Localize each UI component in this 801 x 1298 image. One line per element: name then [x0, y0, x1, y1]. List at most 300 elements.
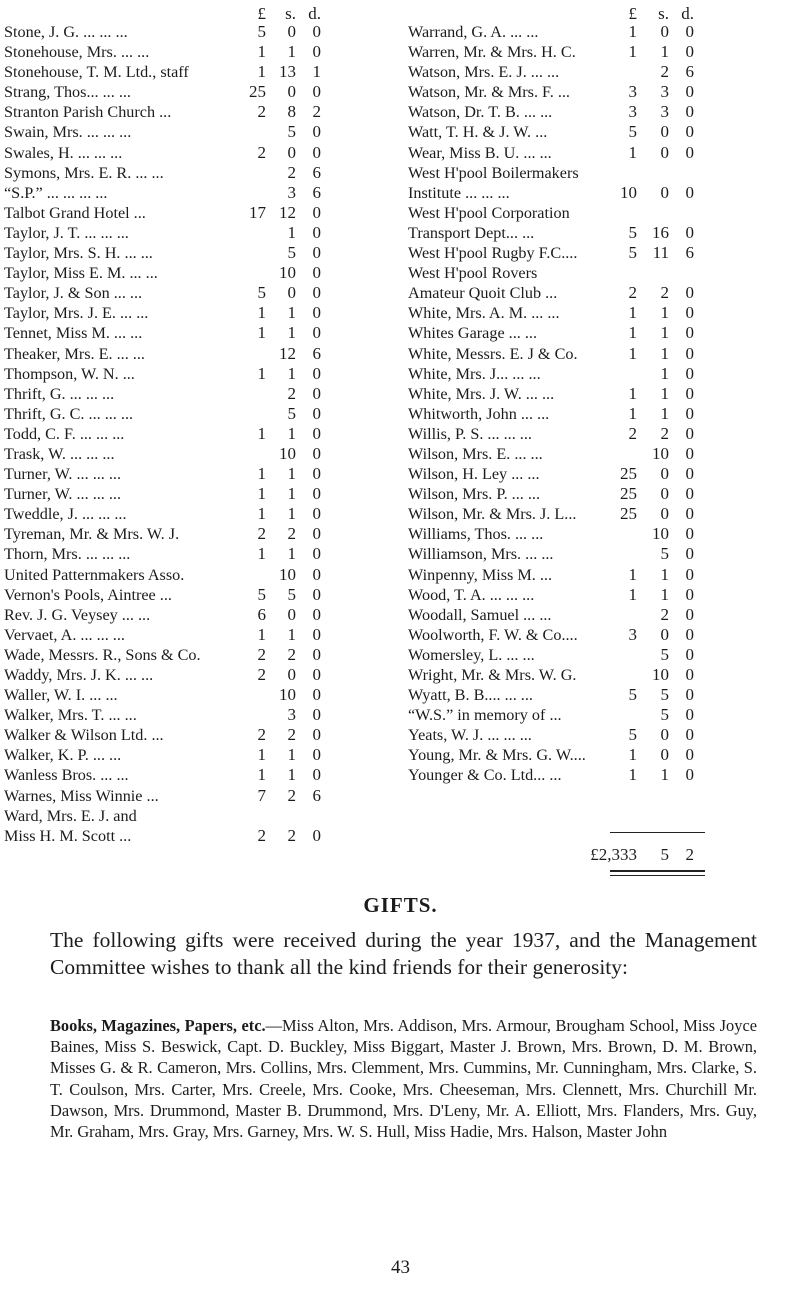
amount-pence: 0	[685, 464, 694, 484]
amount-pounds: 1	[628, 765, 637, 785]
amount-shillings: 1	[287, 423, 296, 443]
donor-name: Taylor, Mrs. S. H. ... ...	[4, 244, 153, 263]
left-list-row	[4, 243, 403, 263]
donor-name: Warren, Mr. & Mrs. H. C.	[408, 43, 576, 62]
amount-pence: 2	[312, 102, 321, 122]
amount-pence: 0	[312, 263, 321, 283]
donor-name: Transport Dept... ...	[408, 223, 535, 242]
amount-pounds: 1	[628, 584, 637, 604]
right-list-row	[408, 283, 794, 303]
amount-pence: 0	[685, 624, 694, 644]
left-list-row	[4, 183, 403, 203]
amount-shillings: 2	[287, 725, 296, 745]
donor-name: Vernon's Pools, Aintree ...	[4, 585, 172, 604]
amount-shillings: 0	[660, 725, 669, 745]
donor-name: Wilson, Mr. & Mrs. J. L...	[408, 505, 577, 524]
amount-pence: 0	[685, 142, 694, 162]
left-list-row	[4, 484, 403, 504]
amount-pence: 0	[312, 685, 321, 705]
right-list-row	[408, 765, 794, 785]
amount-pence: 0	[312, 443, 321, 463]
left-list-row	[4, 143, 403, 163]
amount-pence: 0	[685, 504, 694, 524]
amount-pence: 0	[685, 82, 694, 102]
total-pence: 2	[685, 845, 694, 864]
right-list-row	[408, 665, 794, 685]
left-list-row	[4, 22, 403, 42]
amount-shillings: 12	[279, 202, 296, 222]
amount-pence: 0	[685, 303, 694, 323]
amount-pence: 0	[312, 323, 321, 343]
amount-shillings: 5	[660, 705, 669, 725]
right-list-row	[408, 384, 794, 404]
amount-shillings: 13	[279, 62, 296, 82]
left-list-row	[4, 565, 403, 585]
right-list-row	[408, 484, 794, 504]
amount-shillings: 1	[287, 363, 296, 383]
donor-name: Swain, Mrs. ... ... ...	[4, 123, 132, 142]
donor-name: Thorn, Mrs. ... ... ...	[4, 545, 131, 564]
amount-shillings: 2	[660, 604, 669, 624]
donor-name: Taylor, J. & Son ... ...	[4, 284, 143, 303]
amount-pence: 0	[685, 584, 694, 604]
amount-pounds: 1	[257, 62, 266, 82]
right-list-row	[408, 424, 794, 444]
left-list-row	[4, 122, 403, 142]
right-list-row	[408, 705, 794, 725]
right-list-row	[408, 524, 794, 544]
amount-pence: 0	[685, 102, 694, 122]
amount-shillings: 5	[287, 243, 296, 263]
amount-pence: 0	[312, 705, 321, 725]
amount-shillings: 10	[279, 443, 296, 463]
amount-pounds: 6	[257, 604, 266, 624]
amount-shillings: 0	[287, 142, 296, 162]
grand-total	[408, 845, 794, 869]
donor-name: Young, Mr. & Mrs. G. W....	[408, 746, 586, 765]
amount-pounds: 3	[628, 624, 637, 644]
right-list-row	[408, 303, 794, 323]
amount-shillings: 1	[660, 343, 669, 363]
donor-name: Wanless Bros. ... ...	[4, 766, 129, 785]
amount-shillings: 3	[660, 102, 669, 122]
amount-shillings: 2	[660, 423, 669, 443]
amount-pence: 0	[685, 524, 694, 544]
amount-shillings: 0	[660, 464, 669, 484]
amount-pounds: 5	[257, 584, 266, 604]
right-list-row	[408, 102, 794, 122]
donor-name: White, Mrs. J. W. ... ...	[408, 384, 555, 403]
donor-name: West H'pool Corporation	[408, 203, 570, 222]
left-list-row	[4, 745, 403, 765]
donor-name: Institute ... ... ...	[408, 183, 510, 202]
donor-name: Amateur Quoit Club ...	[408, 284, 558, 303]
amount-shillings: 0	[287, 283, 296, 303]
donor-name: Wyatt, B. B.... ... ...	[408, 686, 533, 705]
amount-pence: 0	[312, 624, 321, 644]
amount-pounds: 5	[628, 685, 637, 705]
amount-pence: 0	[312, 825, 321, 845]
left-list-row	[4, 765, 403, 785]
donor-name: Wear, Miss B. U. ... ...	[408, 143, 552, 162]
left-list-row	[4, 444, 403, 464]
amount-shillings: 1	[287, 464, 296, 484]
amount-pounds: 1	[628, 303, 637, 323]
amount-shillings: 0	[660, 182, 669, 202]
right-list-row	[408, 544, 794, 564]
right-list-row	[408, 745, 794, 765]
amount-pounds: 2	[257, 142, 266, 162]
amount-pence: 0	[312, 544, 321, 564]
right-list-row	[408, 42, 794, 62]
amount-shillings: 1	[660, 42, 669, 62]
amount-shillings: 0	[287, 22, 296, 41]
donor-name: Woodall, Samuel ... ...	[408, 605, 552, 624]
left-list-row	[4, 806, 403, 826]
amount-shillings: 1	[287, 42, 296, 62]
donor-name: West H'pool Rugby F.C....	[408, 244, 578, 263]
amount-shillings: 5	[660, 644, 669, 664]
amount-shillings: 2	[287, 162, 296, 182]
amount-shillings: 5	[287, 403, 296, 423]
donor-name: Thrift, G. C. ... ... ...	[4, 404, 134, 423]
donor-name: Taylor, J. T. ... ... ...	[4, 223, 129, 242]
donor-name: Winpenny, Miss M. ...	[408, 565, 552, 584]
donor-name: Talbot Grand Hotel ...	[4, 203, 146, 222]
amount-shillings: 3	[660, 82, 669, 102]
donor-name: Tweddle, J. ... ... ...	[4, 505, 127, 524]
donor-name: Walker & Wilson Ltd. ...	[4, 726, 164, 745]
left-list-row	[4, 424, 403, 444]
right-list-row	[408, 82, 794, 102]
left-pounds-header: £	[257, 4, 266, 23]
amount-pounds: 1	[257, 464, 266, 484]
amount-pence: 6	[685, 62, 694, 82]
donor-name: Symons, Mrs. E. R. ... ...	[4, 163, 164, 182]
amount-pence: 0	[312, 504, 321, 524]
donor-name: White, Mrs. J... ... ...	[408, 364, 541, 383]
amount-shillings: 0	[660, 504, 669, 524]
donor-name: West H'pool Rovers	[408, 264, 538, 283]
amount-shillings: 10	[652, 665, 669, 684]
amount-shillings: 0	[660, 142, 669, 162]
left-list-row	[4, 344, 403, 364]
donor-name: Turner, W. ... ... ...	[4, 485, 122, 504]
amount-pence: 0	[312, 82, 321, 102]
amount-pence: 0	[312, 22, 321, 41]
amount-pounds: 1	[257, 423, 266, 443]
amount-shillings: 0	[660, 745, 669, 765]
amount-shillings: 1	[287, 544, 296, 564]
amount-pence: 0	[312, 303, 321, 323]
amount-pence: 0	[312, 222, 321, 242]
right-list-row	[408, 122, 794, 142]
amount-pounds: 2	[257, 665, 266, 684]
amount-shillings: 10	[652, 443, 669, 463]
right-list-row	[408, 605, 794, 625]
donor-name: Tyreman, Mr. & Mrs. W. J.	[4, 525, 180, 544]
amount-pounds: 25	[620, 504, 637, 524]
amount-shillings: 10	[652, 524, 669, 544]
amount-shillings: 5	[287, 122, 296, 142]
right-list-row	[408, 203, 794, 223]
donor-name: Swales, H. ... ... ...	[4, 143, 123, 162]
amount-pounds: 2	[628, 423, 637, 443]
donor-name: “W.S.” in memory of ...	[408, 706, 562, 725]
amount-pence: 0	[312, 42, 321, 62]
amount-pounds: 5	[628, 122, 637, 142]
donor-name: Tennet, Miss M. ... ...	[4, 324, 143, 343]
amount-pounds: 5	[257, 283, 266, 303]
right-subscription-list	[408, 22, 794, 786]
amount-shillings: 3	[287, 705, 296, 725]
amount-pence: 1	[312, 62, 321, 82]
amount-pence: 6	[312, 343, 321, 363]
amount-pence: 0	[685, 323, 694, 343]
amount-pence: 0	[685, 564, 694, 584]
amount-pence: 0	[312, 524, 321, 544]
left-list-row	[4, 786, 403, 806]
amount-pence: 6	[685, 243, 694, 263]
amount-shillings: 10	[279, 685, 296, 705]
left-currency-header	[4, 4, 334, 24]
donor-name: Watson, Mrs. E. J. ... ...	[408, 63, 560, 82]
amount-pence: 0	[312, 484, 321, 504]
amount-shillings: 11	[652, 243, 669, 263]
left-list-row	[4, 685, 403, 705]
amount-pounds: 1	[628, 564, 637, 584]
donor-name: Whitworth, John ... ...	[408, 404, 550, 423]
amount-pence: 6	[312, 182, 321, 202]
amount-pounds: 1	[628, 403, 637, 423]
left-list-row	[4, 404, 403, 424]
amount-pounds: 2	[257, 825, 266, 845]
left-shillings-header: s.	[285, 4, 296, 23]
total-shillings: 5	[660, 845, 669, 864]
donor-name: Wilson, H. Ley ... ...	[408, 465, 540, 484]
total-rule	[610, 832, 705, 833]
amount-shillings: 2	[660, 283, 669, 303]
amount-pence: 0	[685, 423, 694, 443]
right-list-row	[408, 504, 794, 524]
gifts-list	[50, 1015, 757, 1142]
amount-pence: 0	[312, 383, 321, 403]
amount-pence: 0	[685, 604, 694, 624]
left-list-row	[4, 203, 403, 223]
amount-pounds: 1	[257, 745, 266, 765]
amount-pounds: 2	[257, 102, 266, 122]
amount-shillings: 2	[287, 644, 296, 664]
right-list-row	[408, 404, 794, 424]
amount-pounds: 1	[628, 22, 637, 41]
gifts-intro: The following gifts were received during the year 1937, and the Management Committee wishes to thank all the kind friends for their generosity:	[50, 928, 757, 979]
amount-shillings: 3	[287, 182, 296, 202]
amount-pence: 0	[685, 725, 694, 745]
amount-shillings: 2	[287, 785, 296, 805]
donor-name: Trask, W. ... ... ...	[4, 444, 115, 463]
donor-name: Watson, Mr. & Mrs. F. ...	[408, 83, 570, 102]
donor-name: Younger & Co. Ltd... ...	[408, 766, 562, 785]
amount-pence: 0	[312, 765, 321, 785]
left-list-row	[4, 725, 403, 745]
right-list-row	[408, 364, 794, 384]
amount-shillings: 1	[660, 323, 669, 343]
amount-shillings: 1	[287, 624, 296, 644]
donor-name: Rev. J. G. Veysey ... ...	[4, 605, 151, 624]
donor-name: Stranton Parish Church ...	[4, 103, 172, 122]
left-list-row	[4, 625, 403, 645]
amount-shillings: 1	[287, 222, 296, 242]
donor-name: Strang, Thos... ... ...	[4, 83, 131, 102]
amount-shillings: 1	[660, 363, 669, 383]
donor-name: Waddy, Mrs. J. K. ... ...	[4, 666, 154, 684]
left-list-row	[4, 303, 403, 323]
amount-pounds: 5	[257, 22, 266, 41]
left-list-row	[4, 223, 403, 243]
amount-shillings: 1	[660, 403, 669, 423]
amount-pence: 0	[312, 403, 321, 423]
amount-pounds: 1	[628, 343, 637, 363]
right-list-row	[408, 625, 794, 645]
amount-shillings: 0	[287, 604, 296, 624]
donor-name: Ward, Mrs. E. J. and	[4, 806, 137, 825]
amount-shillings: 1	[660, 303, 669, 323]
amount-pence: 0	[312, 464, 321, 484]
amount-pence: 0	[312, 283, 321, 303]
amount-pence: 0	[685, 685, 694, 705]
donor-name: Theaker, Mrs. E. ... ...	[4, 344, 145, 363]
amount-pounds: 1	[257, 484, 266, 504]
amount-pence: 0	[685, 745, 694, 765]
left-list-row	[4, 585, 403, 605]
left-list-row	[4, 524, 403, 544]
donor-name: Williams, Thos. ... ...	[408, 525, 544, 544]
donor-name: Stonehouse, T. M. Ltd., staff	[4, 63, 189, 82]
amount-pence: 6	[312, 785, 321, 805]
right-list-row	[408, 645, 794, 665]
amount-shillings: 1	[660, 765, 669, 785]
right-pence-header: d.	[681, 4, 694, 23]
amount-pence: 0	[685, 22, 694, 41]
amount-shillings: 0	[660, 122, 669, 142]
amount-shillings: 0	[287, 82, 296, 102]
amount-pounds: 10	[620, 182, 637, 202]
donor-name: Waller, W. I. ... ...	[4, 686, 118, 705]
amount-pounds: 5	[628, 725, 637, 745]
amount-shillings: 8	[287, 102, 296, 122]
amount-pence: 0	[685, 765, 694, 785]
donor-name: Watt, T. H. & J. W. ...	[408, 123, 548, 142]
donor-name: Turner, W. ... ... ...	[4, 465, 122, 484]
donor-name: Wood, T. A. ... ... ...	[408, 585, 535, 604]
amount-pounds: 5	[628, 222, 637, 242]
amount-pounds: 25	[620, 464, 637, 484]
right-list-row	[408, 464, 794, 484]
amount-shillings: 1	[287, 303, 296, 323]
right-list-row	[408, 243, 794, 263]
amount-pence: 0	[685, 383, 694, 403]
left-list-row	[4, 163, 403, 183]
amount-shillings: 1	[287, 765, 296, 785]
right-list-row	[408, 565, 794, 585]
amount-pounds: 1	[257, 363, 266, 383]
total-pounds: £2,333	[590, 845, 637, 864]
donor-name: “S.P.” ... ... ... ...	[4, 183, 108, 202]
amount-shillings: 1	[287, 504, 296, 524]
donor-name: Wade, Messrs. R., Sons & Co.	[4, 645, 201, 664]
left-list-row	[4, 665, 403, 685]
amount-shillings: 10	[279, 564, 296, 584]
amount-pence: 0	[312, 122, 321, 142]
amount-pounds: 2	[257, 524, 266, 544]
donor-name: Thrift, G. ... ... ...	[4, 384, 115, 403]
amount-pence: 0	[312, 725, 321, 745]
right-list-row	[408, 223, 794, 243]
donor-name: Warnes, Miss Winnie ...	[4, 786, 159, 805]
donor-name: Williamson, Mrs. ... ...	[408, 545, 554, 564]
amount-pence: 0	[312, 564, 321, 584]
left-list-row	[4, 705, 403, 725]
donor-name: Taylor, Mrs. J. E. ... ...	[4, 304, 149, 323]
amount-shillings: 1	[287, 484, 296, 504]
donor-name: Thompson, W. N. ...	[4, 364, 135, 383]
page-number: 43	[391, 1257, 410, 1278]
donor-name: United Patternmakers Asso.	[4, 565, 185, 584]
amount-shillings: 0	[660, 484, 669, 504]
donor-name: Todd, C. F. ... ... ...	[4, 424, 125, 443]
amount-pounds: 2	[257, 725, 266, 745]
amount-pounds: 1	[628, 383, 637, 403]
donor-name: Walker, K. P. ... ...	[4, 746, 122, 765]
donor-name: Yeats, W. J. ... ... ...	[408, 726, 532, 745]
right-list-row	[408, 344, 794, 364]
donor-name: Miss H. M. Scott ...	[4, 826, 132, 845]
amount-pounds: 2	[628, 283, 637, 303]
amount-pounds: 2	[257, 644, 266, 664]
amount-pence: 0	[685, 644, 694, 664]
right-shillings-header: s.	[658, 4, 669, 23]
left-list-row	[4, 645, 403, 665]
donor-name: Willis, P. S. ... ... ...	[408, 424, 532, 443]
donor-name: Watson, Dr. T. B. ... ...	[408, 103, 553, 122]
donor-name: Whites Garage ... ...	[408, 324, 538, 343]
amount-pence: 0	[312, 584, 321, 604]
donor-name: Warrand, G. A. ... ...	[408, 23, 539, 41]
donor-name: Walker, Mrs. T. ... ...	[4, 706, 137, 725]
left-list-row	[4, 42, 403, 62]
amount-pence: 0	[685, 443, 694, 463]
amount-shillings: 5	[660, 544, 669, 564]
amount-shillings: 2	[660, 62, 669, 82]
amount-shillings: 2	[287, 524, 296, 544]
amount-pounds: 1	[257, 303, 266, 323]
amount-pounds: 1	[628, 142, 637, 162]
amount-pence: 0	[685, 283, 694, 303]
right-list-row	[408, 444, 794, 464]
right-currency-header	[408, 4, 708, 24]
right-list-row	[408, 163, 794, 183]
amount-pence: 0	[312, 202, 321, 222]
amount-pence: 0	[685, 182, 694, 202]
amount-pence: 6	[312, 162, 321, 182]
amount-shillings: 5	[287, 584, 296, 604]
amount-pounds: 1	[628, 323, 637, 343]
donor-name: Wright, Mr. & Mrs. W. G.	[408, 666, 577, 684]
amount-pence: 0	[312, 423, 321, 443]
donor-name: Wilson, Mrs. P. ... ...	[408, 485, 541, 504]
left-list-row	[4, 464, 403, 484]
amount-pence: 0	[685, 484, 694, 504]
